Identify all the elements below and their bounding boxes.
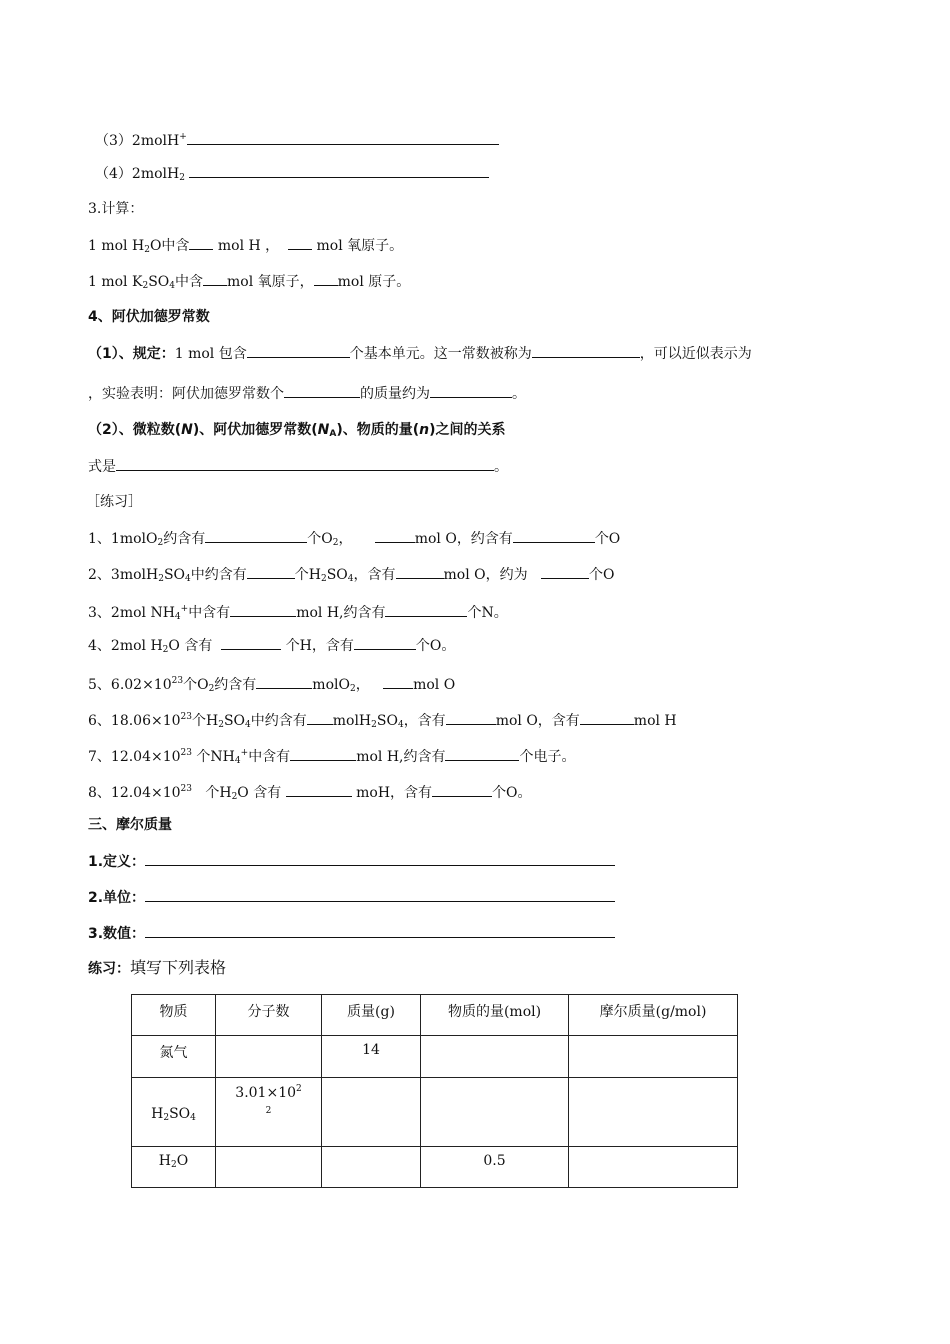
table-cell: $H_2O$ [132, 1147, 216, 1188]
answer-blank[interactable] [446, 710, 496, 725]
answer-blank[interactable] [145, 851, 615, 866]
answer-blank[interactable] [290, 746, 356, 761]
practice-q8: 8、$12.04\times 10^{23}$ 个$H_2O$ 含有 moH，含有 个O。 [88, 784, 532, 802]
answer-blank[interactable] [203, 271, 227, 286]
table-row [132, 1036, 738, 1078]
table-header-row [132, 995, 738, 1036]
header-cell: 物质 [132, 995, 216, 1036]
answer-blank[interactable] [375, 528, 415, 543]
practice-q1: 1、1molO$_2$约含有 个$O_2$， mol O，约含有 个O [88, 528, 620, 553]
answer-blank[interactable] [116, 456, 494, 471]
answer-blank[interactable] [396, 564, 444, 579]
avogadro-relation: （2）、微粒数(N)、阿伏加德罗常数$(N_A)$、物质的量(n)之间的关系 [88, 422, 506, 439]
practice-q4: 4、2mol $H_2O$ 含有 个H，含有 个O。 [88, 635, 455, 660]
answer-blank[interactable] [189, 163, 489, 178]
table-cell[interactable] [569, 1147, 738, 1188]
practice-table [131, 994, 738, 1188]
table-cell: $H_2SO_4$ [132, 1078, 216, 1147]
table-cell: 氮气 [132, 1036, 216, 1078]
avogadro-definition-cont: ，实验表明：阿伏加德罗常数个 的质量约为 。 [88, 383, 526, 404]
answer-blank[interactable] [221, 635, 281, 650]
table-cell[interactable] [322, 1147, 421, 1188]
molar-unit: 2.单位： [88, 887, 615, 908]
molar-value: 3.数值： [88, 923, 615, 944]
answer-blank[interactable] [354, 635, 416, 650]
answer-blank[interactable] [432, 782, 492, 797]
answer-blank[interactable] [580, 710, 634, 725]
table-cell: 0.5 [420, 1147, 568, 1188]
molar-definition: 1.定义： [88, 851, 615, 872]
practice-q2: 2、$3molH_2SO_4$中约含有 个$H_2SO_4$，含有 mol O，约为 个O [88, 564, 614, 589]
answer-blank[interactable] [205, 528, 307, 543]
table-cell[interactable] [216, 1036, 322, 1078]
answer-blank[interactable] [247, 343, 350, 358]
answer-blank[interactable] [145, 923, 615, 938]
answer-blank[interactable] [307, 710, 333, 725]
answer-blank[interactable] [383, 674, 413, 689]
item-3: （3）2molH+ [95, 127, 499, 151]
answer-blank[interactable] [541, 564, 589, 579]
table-cell[interactable] [322, 1078, 421, 1147]
practice-q7: 7、$12.04\times 10^{23}$ 个$NH_4^+$中含有 mol H,约含有 个电子。 [88, 748, 576, 766]
table-row [132, 1147, 738, 1188]
header-cell: 分子数 [216, 995, 322, 1036]
answer-blank[interactable] [145, 887, 615, 902]
table-practice-heading: 练习：填写下列表格 [88, 958, 227, 977]
table-cell[interactable] [420, 1078, 568, 1147]
practice-q5: 5、$6.02\times 10^{23}$个$O_2$约含有 molO$_2$， mol O [88, 676, 456, 694]
item-4: （4）2molH$_2$ [95, 163, 489, 188]
practice-q3: 3、2mol $NH_4^+$中含有 mol H,约含有 个N。 [88, 604, 508, 622]
answer-blank[interactable] [286, 782, 352, 797]
avogadro-heading: 4、阿伏加德罗常数 [88, 309, 210, 325]
answer-blank[interactable] [532, 343, 640, 358]
header-cell: 物质的量(mol) [420, 995, 568, 1036]
header-cell: 质量(g) [322, 995, 421, 1036]
answer-blank[interactable] [284, 383, 360, 398]
table-row [132, 1078, 738, 1147]
table-cell[interactable] [216, 1147, 322, 1188]
answer-blank[interactable] [187, 130, 499, 145]
answer-blank[interactable] [256, 674, 312, 689]
answer-blank[interactable] [189, 235, 213, 250]
calc-line-2: 1 mol $K_2SO_4$中含 mol 氧原子， mol 原子。 [88, 271, 410, 296]
calc-heading: 3.计算： [88, 201, 144, 217]
answer-blank[interactable] [314, 271, 338, 286]
practice-q6: 6、$18.06\times 10^{23}$个$H_2SO_4$中约含有 $molH_2SO_4$，含有 mol O，含有 mol H [88, 712, 677, 730]
answer-blank[interactable] [247, 564, 295, 579]
calc-line-1: 1 mol $H_2O$中含 mol H ， mol 氧原子。 [88, 235, 403, 260]
table-cell: 14 [322, 1036, 421, 1078]
table-cell[interactable] [569, 1078, 738, 1147]
answer-blank[interactable] [385, 602, 467, 617]
avogadro-definition: （1）、规定：1 mol 包含 个基本单元。这一常数被称为 ，可以近似表示为 [88, 343, 752, 364]
answer-blank[interactable] [513, 528, 595, 543]
header-cell: 摩尔质量(g/mol) [569, 995, 738, 1036]
table-cell: $3.01\times 10^2$ 2 [216, 1078, 322, 1147]
practice-tag: ［练习］ [86, 494, 142, 510]
avogadro-formula: 式是 。 [88, 456, 508, 477]
answer-blank[interactable] [430, 383, 512, 398]
molar-heading: 三、摩尔质量 [88, 817, 172, 833]
answer-blank[interactable] [230, 602, 296, 617]
answer-blank[interactable] [288, 235, 312, 250]
table-cell[interactable] [420, 1036, 568, 1078]
answer-blank[interactable] [445, 746, 519, 761]
table-cell[interactable] [569, 1036, 738, 1078]
